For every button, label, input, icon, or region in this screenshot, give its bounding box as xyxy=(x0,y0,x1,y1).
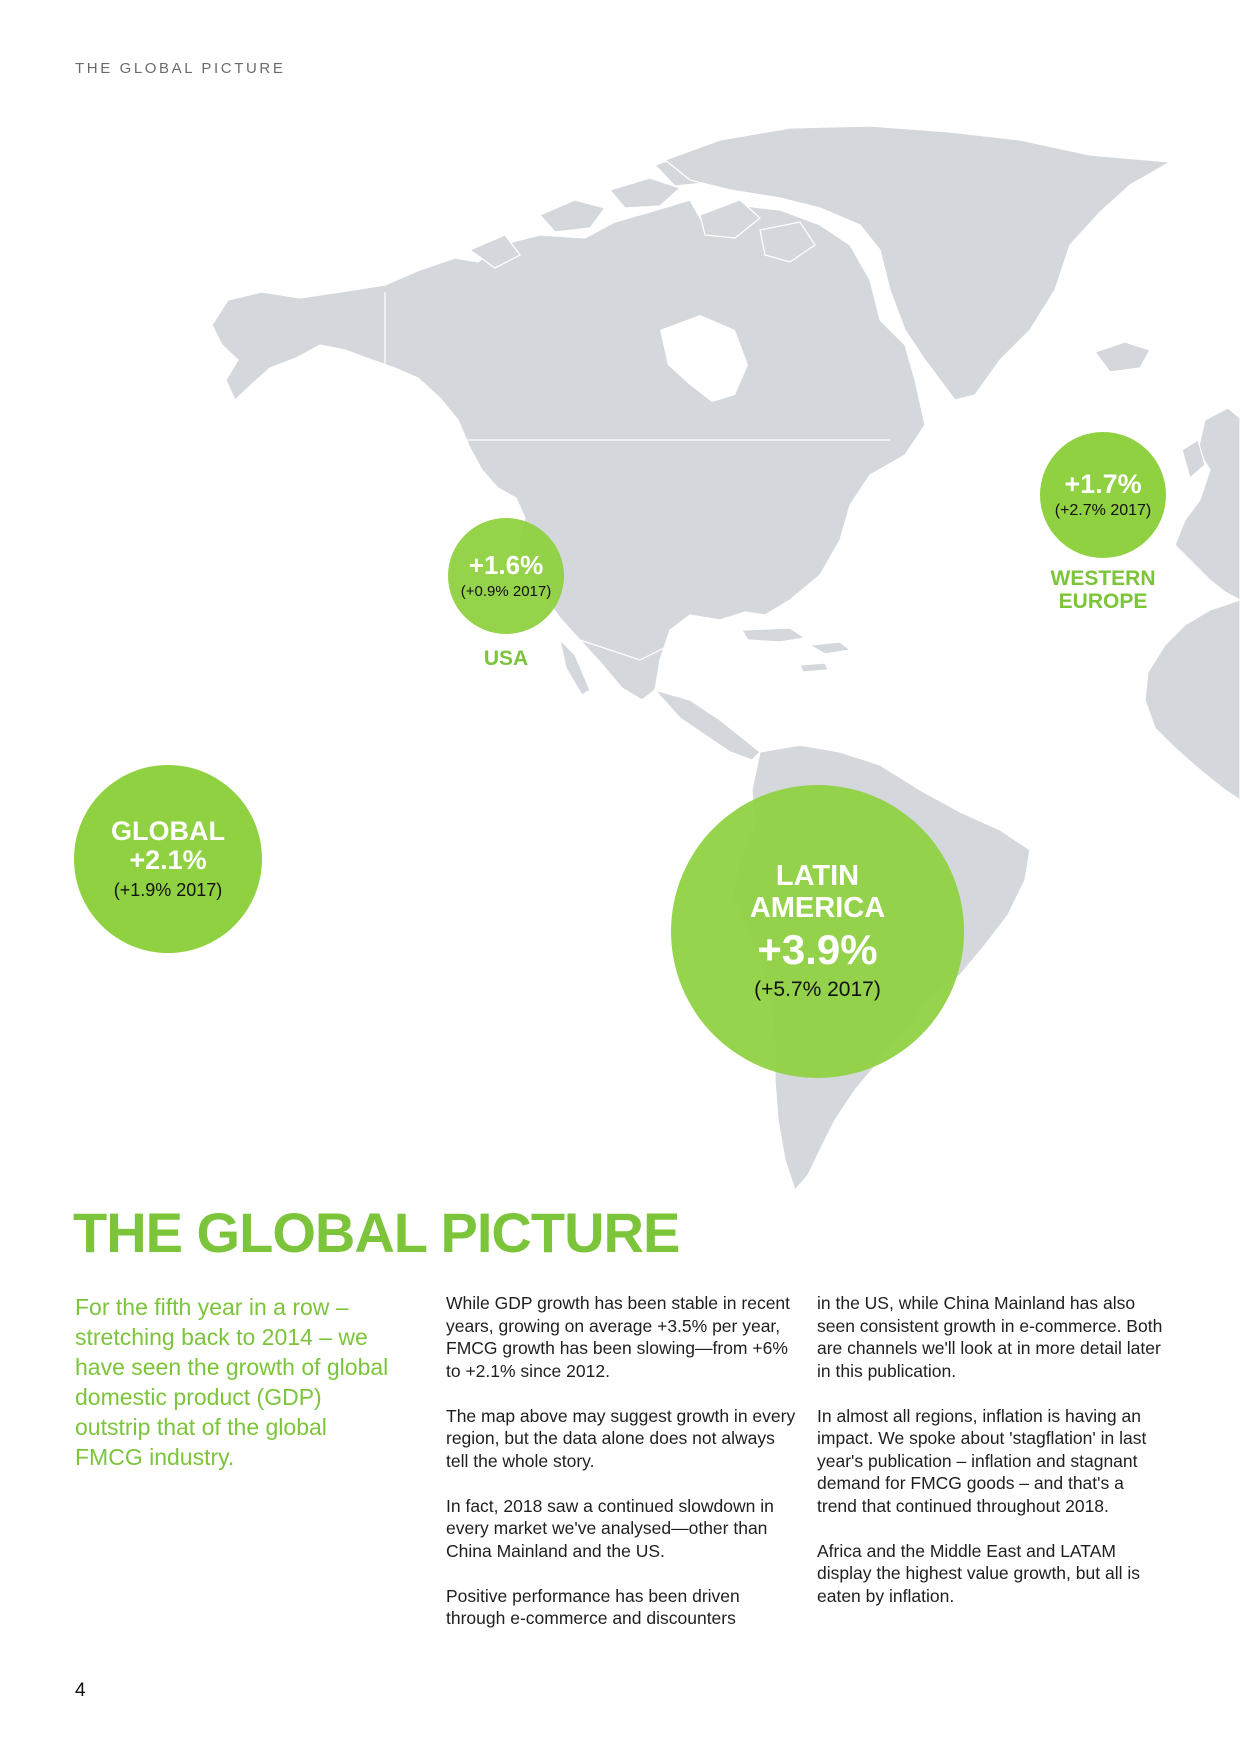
body-paragraph: In almost all regions, inflation is having an impact. We spoke about 'stagflation' in last year's publication – inflation and stagnant demand for FMCG goods – and that's a trend that continued throughout 2018. xyxy=(817,1405,1147,1516)
body-paragraph: in the US, while China Mainland has also seen consistent growth in e-commerce. Both are channels we'll look at in more detail later in this publication. xyxy=(817,1293,1163,1381)
global-growth-value: +2.1% xyxy=(129,844,207,875)
body-paragraph: The map above may suggest growth in every region, but the data alone does not always tell the whole story. xyxy=(446,1405,796,1471)
section-eyebrow: THE GLOBAL PICTURE xyxy=(75,60,286,77)
europe-land xyxy=(1175,408,1240,600)
body-paragraph: In fact, 2018 saw a continued slowdown in every market we've analysed—other than China Mainland and the US. xyxy=(446,1495,774,1561)
western-europe-growth-value: +1.7% xyxy=(1064,468,1142,499)
latin-america-growth-value: +3.9% xyxy=(757,925,878,973)
body-paragraph: While GDP growth has been stable in recent years, growing on average +3.5% per year, FMCG growth has been slowing—from +6% to +2.1% since 2012. xyxy=(446,1293,791,1381)
global-growth-bubble xyxy=(74,765,262,953)
usa-growth-bubble xyxy=(448,518,564,634)
body-column-1 xyxy=(446,1292,796,1652)
western-europe-growth-bubble xyxy=(1040,432,1166,558)
western-europe-label-line2: EUROPE xyxy=(1058,590,1148,613)
intro-paragraph: For the fifth year in a row – stretching back to 2014 – we have seen the growth of global domestic product (GDP) outstrip that of the global FMCG industry. xyxy=(75,1294,389,1470)
western-europe-label-line1: WESTERN xyxy=(1050,567,1156,590)
global-prior-value: (+1.9% 2017) xyxy=(113,879,223,900)
latin-america-prior-value: (+5.7% 2017) xyxy=(754,977,881,1001)
body-paragraph: Positive performance has been driven through e-commerce and discounters xyxy=(446,1585,740,1628)
page-title: THE GLOBAL PICTURE xyxy=(73,1201,680,1264)
usa-prior-value: (+0.9% 2017) xyxy=(460,583,552,601)
africa-land xyxy=(1145,600,1240,800)
usa-label: USA xyxy=(483,647,529,670)
north-america-land xyxy=(212,200,925,700)
usa-growth-value: +1.6% xyxy=(468,549,544,580)
latin-america-name-line1: LATIN xyxy=(775,860,860,893)
body-column-2 xyxy=(817,1292,1167,1630)
latin-america-growth-bubble xyxy=(671,785,964,1078)
western-europe-prior-value: (+2.7% 2017) xyxy=(1054,502,1152,520)
page-number: 4 xyxy=(75,1680,86,1701)
latin-america-name-line2: AMERICA xyxy=(749,892,886,925)
body-paragraph: Africa and the Middle East and LATAM display the highest value growth, but all is eaten by inflation. xyxy=(817,1540,1140,1606)
western-europe-label xyxy=(1030,567,1176,613)
global-region-name: GLOBAL xyxy=(111,816,225,847)
